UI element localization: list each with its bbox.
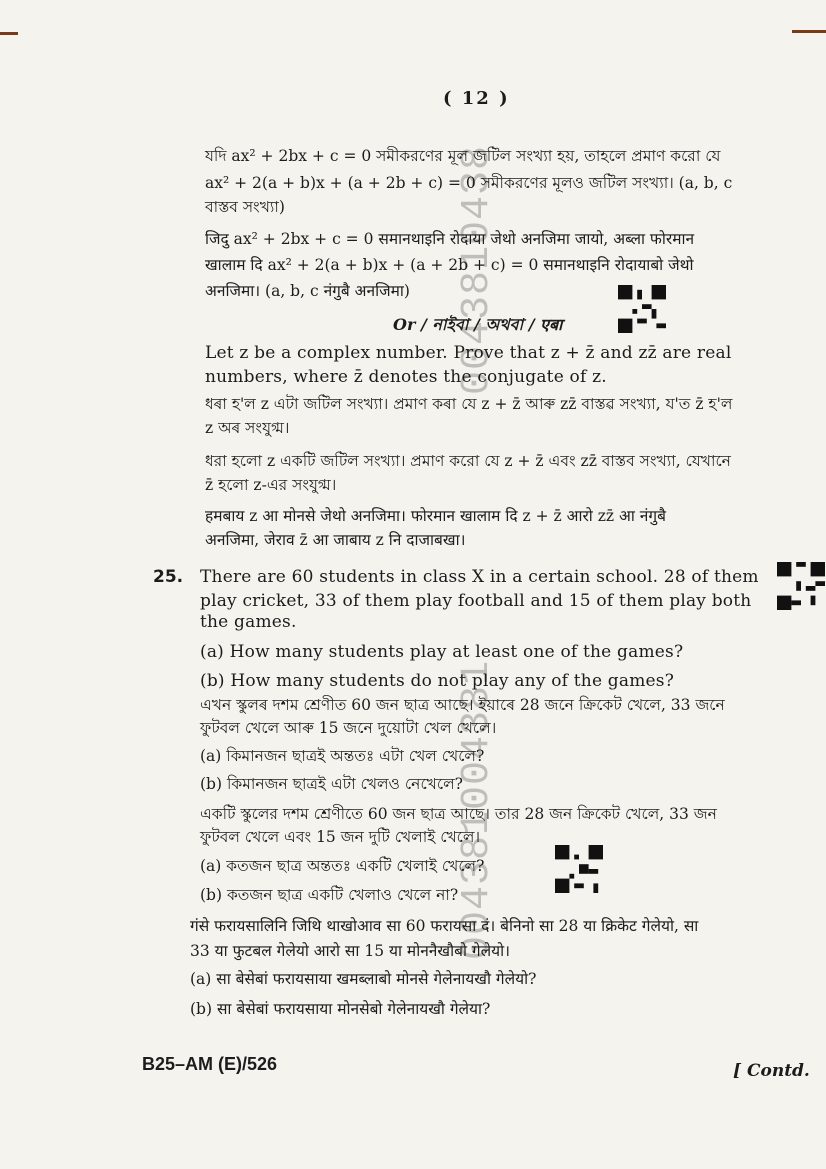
q25-bodo-line: गंसे फरायसालिनि जिथि थाखोआव सा 60 फरायसा दं। बेनिनो सा 28 या क्रिकेट गेलेयो, सा [190, 917, 699, 935]
q25-english-line: There are 60 students in class X in a certain school. 28 of them [200, 567, 759, 587]
q24-bodo-line: खालाम दि ax² + 2(a + b)x + (a + 2b + c) = 0 समानथाइनि रोदायाबो जेथो [205, 256, 694, 274]
q25-bodo-line: 33 या फुटबल गेलेयो आरो सा 15 या मोननैखौबो गेलेयो। [190, 942, 511, 960]
q25-assamese-line: ফুটবল খেলে আৰু 15 জনে দুয়োটা খেল খেলে। [200, 719, 497, 737]
alt-english-line: Let z be a complex number. Prove that z + z̄ and zz̄ are real [205, 343, 732, 363]
q25-bengali-line: ফুটবল খেলে এবং 15 জন দুটি খেলাই খেলে। [200, 828, 481, 846]
or-label: Or / নাইবা / অথবা / एबा [393, 315, 563, 334]
q25-english-option-b: (b) How many students do not play any of the games? [200, 671, 675, 691]
alt-bodo-line: अनजिमा, जेराव z̄ आ जाबाय z नि दाजाबखा। [205, 531, 466, 549]
q25-bodo-option-a: (a) सा बेसेबां फरायसाया खमब्लाबो मोनसे गेलेनायखौ गेलेयो? [190, 970, 537, 988]
alt-bengali-line: ধরা হলো z একটি জটিল সংখ্যা। প্রমাণ করো যে z + z̄ এবং zz̄ বাস্তব সংখ্যা, যেখানে [205, 452, 731, 470]
q25-assamese-option-a: (a) কিমানজন ছাত্ৰই অন্ততঃ এটা খেল খেলে? [200, 747, 485, 765]
q25-english-line: the games. [200, 612, 297, 632]
q25-bengali-option-b: (b) কতজন ছাত্র একটি খেলাও খেলে না? [200, 886, 459, 904]
corner-mark-right [792, 30, 826, 33]
alt-english-line: numbers, where z̄ denotes the conjugate of z. [205, 367, 607, 387]
q25-english-line: play cricket, 33 of them play football and 15 of them play both [200, 591, 752, 611]
qr-code-icon [777, 562, 825, 610]
q25-bengali-option-a: (a) কতজন ছাত্র অন্ততঃ একটি খেলাই খেলে? [200, 857, 485, 875]
q25-assamese-line: এখন স্কুলৰ দশম শ্ৰেণীত 60 জন ছাত্ৰ আছে। ইয়াৰে 28 জনে ক্ৰিকেট খেলে, 33 জনে [200, 696, 725, 714]
alt-assamese-line: z অৰ সংযুগ্ম। [205, 419, 290, 437]
alt-assamese-line: ধৰা হ'ল z এটা জটিল সংখ্যা। প্ৰমাণ কৰা যে z + z̄ আৰু zz̄ বাস্তৱ সংখ্যা, য'ত z̄ হ'ল [205, 395, 733, 413]
watermark-upper: 0043810438 [455, 144, 500, 395]
q24-bodo-line: जिदु ax² + 2bx + c = 0 समानथाइनि रोदाया जेथो अनजिमा जायो, अब्ला फोरमान [205, 230, 695, 248]
qr-code-icon [555, 845, 603, 893]
qr-code-icon [618, 285, 666, 333]
q24-bengali-line: ax² + 2(a + b)x + (a + 2b + c) = 0 সমীকরণের মূলও জটিল সংখ্যা। (a, b, c [205, 174, 733, 192]
watermark-lower: 004381004381 [455, 659, 500, 960]
page-number: ( 12 ) [443, 88, 510, 109]
question-number: 25. [153, 567, 184, 587]
q25-bodo-option-b: (b) सा बेसेबां फरायसाया मोनसेबो गेलेनायखौ गेलेया? [190, 1000, 491, 1018]
q24-bengali-line: বাস্তব সংখ্যা) [205, 198, 285, 216]
alt-bodo-line: हमबाय z आ मोनसे जेथो अनजिमा। फोरमान खालाम दि z + z̄ आरो zz̄ आ नंगुबै [205, 507, 666, 525]
q25-assamese-option-b: (b) কিমানজন ছাত্ৰই এটা খেলও নেখেলে? [200, 775, 463, 793]
corner-mark-left [0, 32, 18, 35]
q25-english-option-a: (a) How many students play at least one of the games? [200, 642, 684, 662]
continued-label: [ Contd. [733, 1061, 810, 1081]
q24-bengali-line: যদি ax² + 2bx + c = 0 সমীকরণের মূল জটিল সংখ্যা হয়, তাহলে প্রমাণ করো যে [205, 147, 721, 165]
q25-bengali-line: একটি স্কুলের দশম শ্রেণীতে 60 জন ছাত্র আছে। তার 28 জন ক্রিকেট খেলে, 33 জন [200, 805, 717, 823]
q24-bodo-line: अनजिमा। (a, b, c नंगुबै अनजिमा) [205, 282, 410, 300]
alt-bengali-line: z̄ হলো z-এর সংযুগ্ম। [205, 476, 337, 494]
paper-code: B25–AM (E)/526 [142, 1054, 278, 1074]
